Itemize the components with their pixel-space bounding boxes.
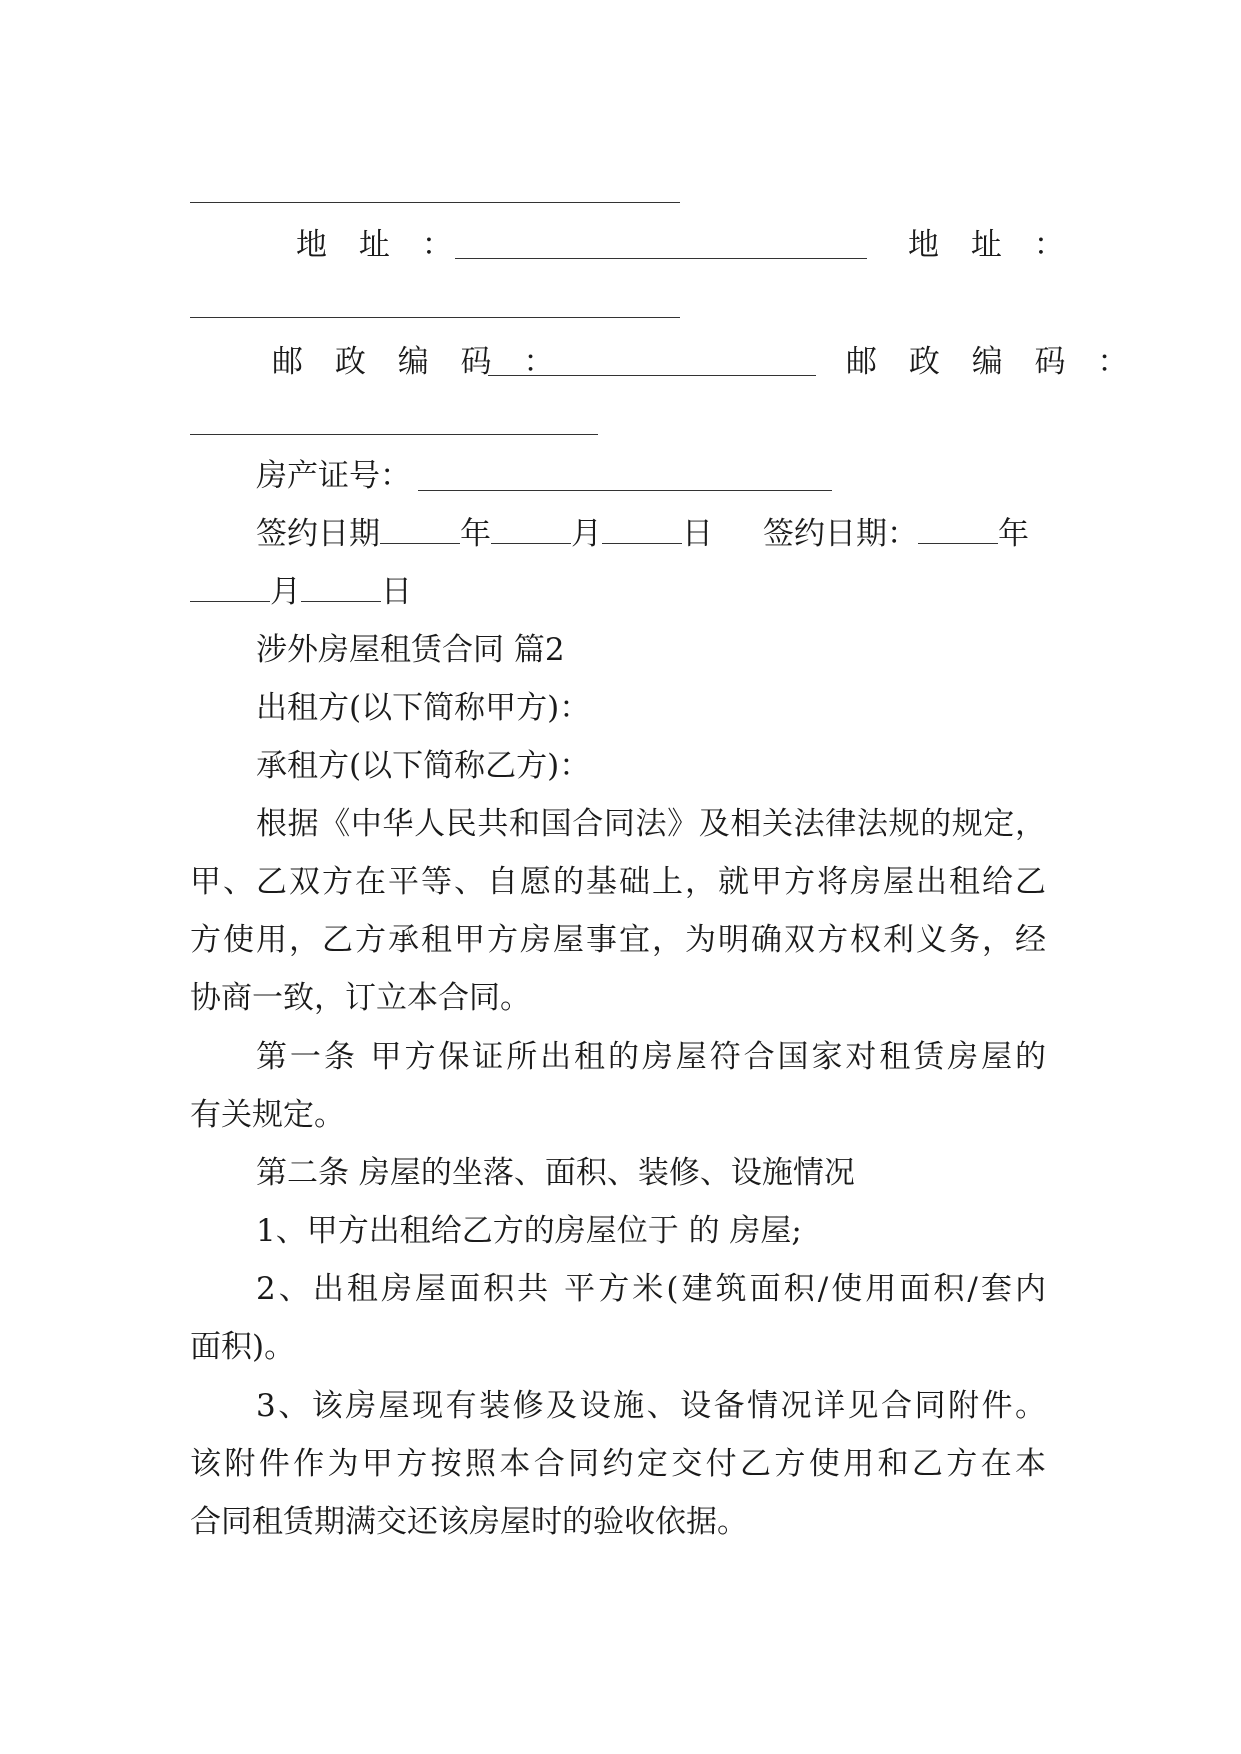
postcode-label-right: 邮 政 编 码 ： [846, 344, 1140, 380]
sign-date-right [763, 514, 1029, 554]
day-label-2: 日 [381, 574, 412, 610]
intro-line-1: 根据《中华人民共和国合同法》及相关法律法规的规定， [256, 806, 1046, 842]
postcode-blank-right [190, 434, 598, 435]
address-label-left: 地 址 ： [296, 227, 464, 263]
year-label: 年 [460, 516, 491, 552]
sign-date-left [256, 514, 713, 554]
section-title: 涉外房屋租赁合同 篇2 [256, 632, 565, 668]
lessee-line: 承租方(以下简称乙方)： [256, 748, 591, 784]
postcode-blank-left [488, 375, 816, 376]
item-2-line-1: 2、出租房屋面积共 平方米(建筑面积/使用面积/套内 [256, 1271, 1046, 1307]
year-label-2: 年 [998, 516, 1029, 552]
item-3-line-2: 该附件作为甲方按照本合同约定交付乙方使用和乙方在本 [190, 1446, 1046, 1482]
article-1-line-1: 第一条 甲方保证所出租的房屋符合国家对租赁房屋的 [256, 1039, 1046, 1075]
item-1: 1、甲方出租给乙方的房屋位于 的 房屋; [256, 1213, 802, 1249]
blank-line [190, 202, 680, 203]
month-label: 月 [571, 516, 602, 552]
sign-date-label-2: 签约日期： [763, 516, 918, 552]
address-label-right: 地 址 ： [908, 227, 1076, 263]
address-blank-right [190, 317, 680, 318]
intro-line-3: 方使用，乙方承租甲方房屋事宜，为明确双方权利义务，经 [190, 922, 1046, 958]
sign-date-label: 签约日期 [256, 516, 380, 552]
item-2-line-2: 面积)。 [190, 1329, 296, 1365]
postcode-label-left: 邮 政 编 码 ： [272, 344, 566, 380]
month-label-2: 月 [270, 574, 301, 610]
article-2-heading: 第二条 房屋的坐落、面积、装修、设施情况 [256, 1155, 855, 1191]
address-blank-left [455, 258, 867, 259]
article-1-line-2: 有关规定。 [190, 1097, 345, 1133]
day-label: 日 [682, 516, 713, 552]
lessor-line: 出租方(以下简称甲方)： [256, 690, 591, 726]
intro-line-2: 甲、乙双方在平等、自愿的基础上，就甲方将房屋出租给乙 [190, 864, 1046, 900]
sign-date-continued [190, 572, 412, 612]
property-cert-blank [418, 490, 832, 491]
property-cert-label: 房产证号： [256, 458, 411, 494]
intro-line-4: 协商一致，订立本合同。 [190, 980, 531, 1016]
item-3-line-1: 3、该房屋现有装修及设施、设备情况详见合同附件。 [256, 1388, 1046, 1424]
item-3-line-3: 合同租赁期满交还该房屋时的验收依据。 [190, 1504, 748, 1540]
